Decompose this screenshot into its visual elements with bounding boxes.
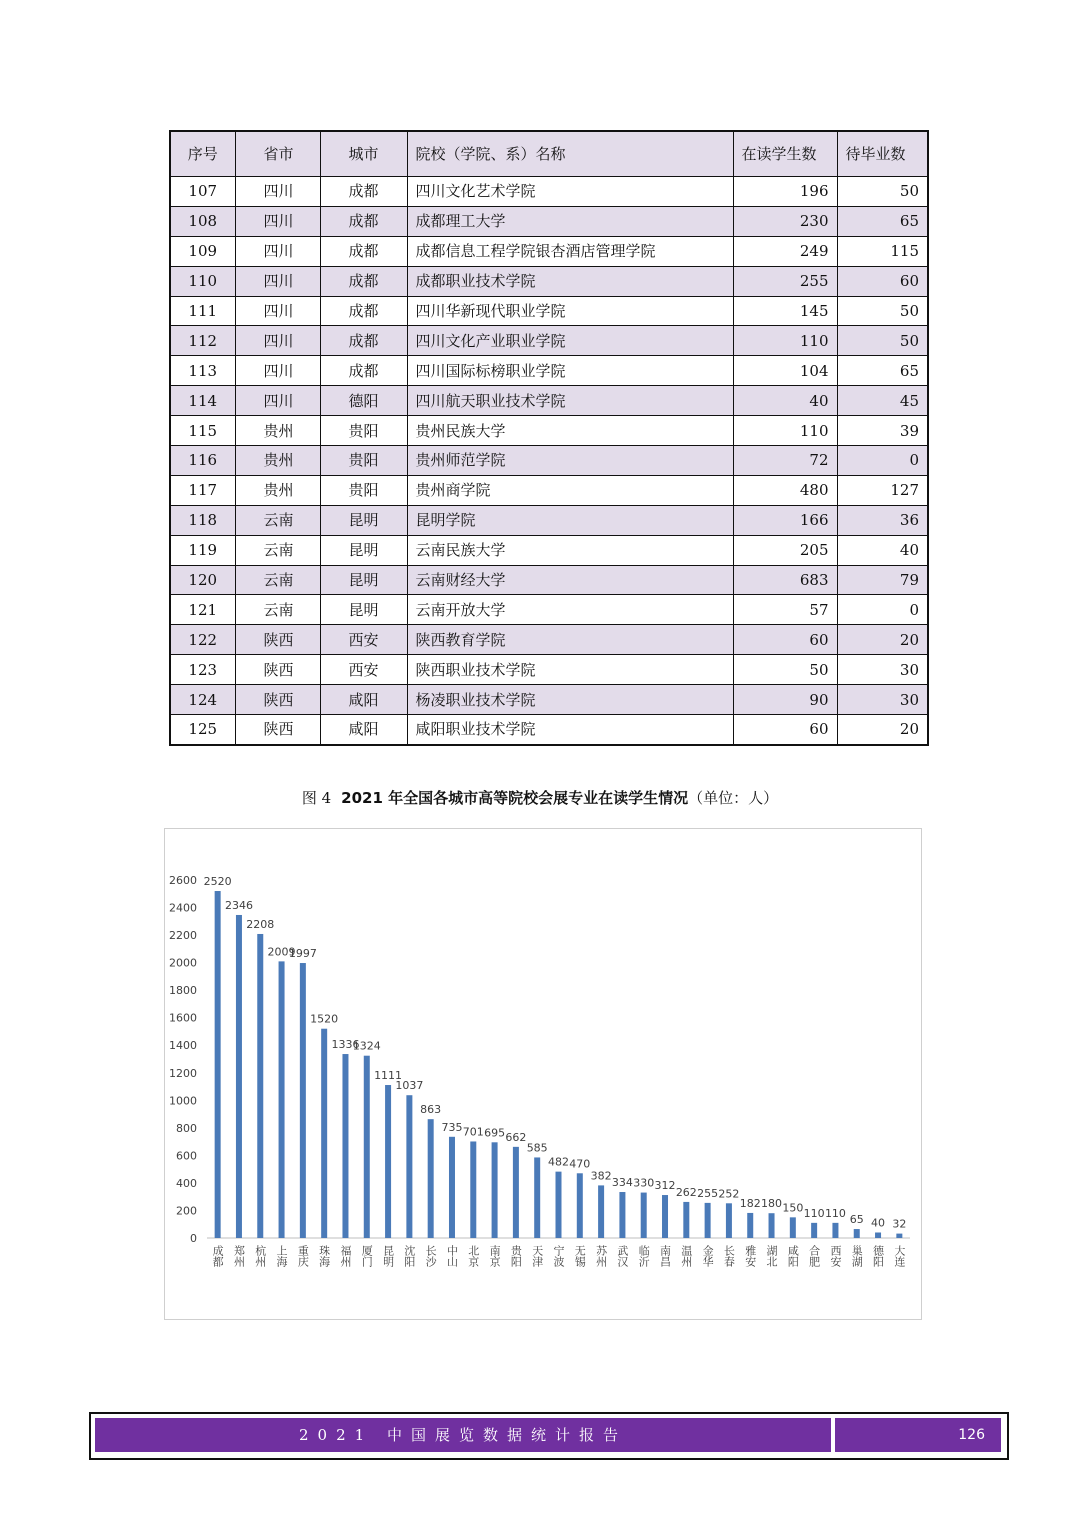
bar	[534, 1157, 540, 1238]
x-tick-label: 南京	[488, 1245, 502, 1267]
x-tick-label: 南昌	[658, 1245, 672, 1267]
x-tick-label: 西安	[828, 1245, 842, 1267]
row-province: 四川	[235, 206, 320, 236]
row-province: 贵州	[235, 475, 320, 505]
x-tick-label: 沈阳	[402, 1245, 416, 1267]
row-students: 40	[733, 386, 837, 416]
row-students: 145	[733, 296, 837, 326]
bar	[662, 1195, 668, 1238]
data-label: 180	[761, 1197, 783, 1211]
bar	[769, 1213, 775, 1238]
row-students: 249	[733, 236, 837, 266]
table-row	[170, 386, 928, 416]
y-tick-label: 2600	[169, 874, 197, 887]
bar	[513, 1147, 519, 1238]
table-row	[170, 715, 928, 745]
header-province: 省市	[235, 131, 320, 177]
row-seq: 121	[170, 595, 235, 625]
bar	[896, 1234, 902, 1238]
row-graduates: 20	[837, 625, 928, 655]
table-row	[170, 356, 928, 386]
table-row	[170, 296, 928, 326]
x-tick-label: 长沙	[424, 1245, 438, 1267]
bar	[492, 1142, 498, 1238]
row-school: 贵州商学院	[407, 475, 733, 505]
x-tick-label: 德阳	[871, 1245, 885, 1267]
x-tick-label: 中山	[445, 1245, 459, 1267]
data-label: 2009	[267, 945, 296, 959]
data-label: 150	[782, 1201, 804, 1215]
row-province: 云南	[235, 505, 320, 535]
table-row	[170, 236, 928, 266]
row-province: 陕西	[235, 655, 320, 685]
data-label: 255	[697, 1186, 719, 1200]
row-students: 110	[733, 416, 837, 446]
row-students: 196	[733, 177, 837, 207]
data-label: 2520	[203, 875, 232, 889]
row-seq: 113	[170, 356, 235, 386]
data-label: 252	[718, 1187, 740, 1201]
data-label: 2346	[224, 898, 253, 912]
data-label: 470	[569, 1157, 591, 1171]
row-students: 683	[733, 565, 837, 595]
row-graduates: 60	[837, 266, 928, 296]
row-seq: 117	[170, 475, 235, 505]
header-graduates: 待毕业数	[837, 131, 928, 177]
row-school: 陕西教育学院	[407, 625, 733, 655]
row-graduates: 30	[837, 685, 928, 715]
row-graduates: 65	[837, 356, 928, 386]
data-label: 1111	[374, 1069, 403, 1083]
y-tick-label: 2200	[169, 929, 197, 943]
row-students: 110	[733, 326, 837, 356]
row-graduates: 40	[837, 535, 928, 565]
row-province: 四川	[235, 236, 320, 266]
table-row	[170, 655, 928, 685]
row-province: 陕西	[235, 685, 320, 715]
y-tick-label: 1800	[169, 984, 197, 998]
x-tick-label: 福州	[338, 1245, 352, 1267]
row-city: 成都	[320, 326, 407, 356]
row-school: 云南民族大学	[407, 535, 733, 565]
data-label: 382	[590, 1169, 612, 1183]
footer-title: 2021 中国展览数据统计报告	[95, 1418, 831, 1452]
row-city: 昆明	[320, 535, 407, 565]
row-seq: 120	[170, 565, 235, 595]
row-graduates: 30	[837, 655, 928, 685]
y-tick-label: 200	[176, 1204, 197, 1218]
row-city: 昆明	[320, 505, 407, 535]
row-seq: 107	[170, 177, 235, 207]
row-school: 杨凌职业技术学院	[407, 685, 733, 715]
bar	[556, 1172, 562, 1238]
table-row	[170, 266, 928, 296]
row-graduates: 45	[837, 386, 928, 416]
row-city: 成都	[320, 236, 407, 266]
row-school: 四川文化艺术学院	[407, 177, 733, 207]
x-tick-label: 无锡	[573, 1245, 587, 1267]
bar	[705, 1203, 711, 1238]
x-tick-label: 贵阳	[509, 1245, 523, 1267]
row-students: 205	[733, 535, 837, 565]
row-province: 云南	[235, 565, 320, 595]
bar-chart	[164, 828, 922, 1320]
row-city: 昆明	[320, 595, 407, 625]
header-students: 在读学生数	[733, 131, 837, 177]
bar	[342, 1054, 348, 1238]
bar	[641, 1193, 647, 1238]
row-seq: 125	[170, 715, 235, 745]
table-row	[170, 416, 928, 446]
row-graduates: 65	[837, 206, 928, 236]
row-city: 成都	[320, 177, 407, 207]
bar	[428, 1119, 434, 1238]
row-students: 60	[733, 625, 837, 655]
row-city: 咸阳	[320, 715, 407, 745]
data-label: 1037	[395, 1079, 424, 1093]
bar	[619, 1192, 625, 1238]
bar	[577, 1173, 583, 1238]
row-province: 四川	[235, 356, 320, 386]
y-tick-label: 600	[176, 1149, 197, 1163]
data-label: 1336	[331, 1038, 360, 1052]
row-school: 陕西职业技术学院	[407, 655, 733, 685]
y-tick-label: 1000	[169, 1094, 197, 1108]
row-seq: 119	[170, 535, 235, 565]
row-seq: 116	[170, 446, 235, 476]
x-tick-label: 昆明	[381, 1245, 395, 1267]
row-seq: 115	[170, 416, 235, 446]
bar	[406, 1095, 412, 1238]
data-label: 65	[849, 1213, 864, 1227]
row-school: 咸阳职业技术学院	[407, 715, 733, 745]
bar	[598, 1185, 604, 1238]
row-city: 成都	[320, 266, 407, 296]
row-students: 50	[733, 655, 837, 685]
row-students: 57	[733, 595, 837, 625]
bar	[236, 915, 242, 1238]
x-tick-label: 郑州	[232, 1245, 246, 1267]
row-province: 贵州	[235, 446, 320, 476]
page-number: 126	[958, 1427, 985, 1443]
x-tick-label: 合肥	[807, 1245, 821, 1267]
row-seq: 118	[170, 505, 235, 535]
x-tick-label: 巢湖	[850, 1245, 864, 1267]
row-city: 贵阳	[320, 475, 407, 505]
data-label: 110	[824, 1206, 846, 1220]
row-province: 四川	[235, 386, 320, 416]
x-tick-label: 厦门	[360, 1245, 374, 1267]
x-tick-label: 上海	[275, 1245, 289, 1267]
bar	[790, 1217, 796, 1238]
row-seq: 110	[170, 266, 235, 296]
table-row	[170, 625, 928, 655]
x-tick-label: 天津	[530, 1245, 544, 1267]
header-school: 院校（学院、系）名称	[407, 131, 733, 177]
row-school: 成都职业技术学院	[407, 266, 733, 296]
bar	[449, 1137, 455, 1238]
row-seq: 108	[170, 206, 235, 236]
row-students: 104	[733, 356, 837, 386]
header-seq: 序号	[170, 131, 235, 177]
y-tick-label: 800	[176, 1121, 197, 1135]
header-city: 城市	[320, 131, 407, 177]
bar	[321, 1029, 327, 1238]
row-graduates: 36	[837, 505, 928, 535]
row-city: 贵阳	[320, 446, 407, 476]
row-students: 480	[733, 475, 837, 505]
row-graduates: 0	[837, 446, 928, 476]
table-row	[170, 505, 928, 535]
row-students: 255	[733, 266, 837, 296]
bar	[875, 1232, 881, 1238]
row-city: 贵阳	[320, 416, 407, 446]
row-graduates: 0	[837, 595, 928, 625]
x-tick-label: 湖北	[765, 1245, 779, 1267]
row-graduates: 115	[837, 236, 928, 266]
row-students: 230	[733, 206, 837, 236]
bar	[854, 1229, 860, 1238]
row-city: 西安	[320, 625, 407, 655]
data-label: 695	[484, 1126, 506, 1140]
x-tick-label: 金华	[701, 1245, 715, 1267]
x-tick-label: 雅安	[743, 1245, 757, 1267]
y-tick-label: 2000	[169, 956, 197, 970]
table-row	[170, 535, 928, 565]
row-school: 成都信息工程学院银杏酒店管理学院	[407, 236, 733, 266]
y-tick-label: 0	[190, 1232, 197, 1245]
table-row	[170, 326, 928, 356]
row-seq: 122	[170, 625, 235, 655]
row-graduates: 50	[837, 326, 928, 356]
footer-page-box	[835, 1418, 1001, 1452]
data-label: 262	[675, 1185, 697, 1199]
row-school: 云南开放大学	[407, 595, 733, 625]
data-label: 312	[654, 1179, 676, 1193]
row-graduates: 127	[837, 475, 928, 505]
table-row	[170, 446, 928, 476]
x-tick-label: 苏州	[594, 1245, 608, 1267]
bar	[832, 1223, 838, 1238]
figure-title: 2021 年全国各城市高等院校会展专业在读学生情况	[341, 789, 689, 807]
row-school: 四川文化产业职业学院	[407, 326, 733, 356]
table-row	[170, 685, 928, 715]
y-tick-label: 1400	[169, 1039, 197, 1053]
x-tick-label: 成都	[211, 1245, 225, 1267]
row-school: 成都理工大学	[407, 206, 733, 236]
row-school: 昆明学院	[407, 505, 733, 535]
row-province: 贵州	[235, 416, 320, 446]
bar	[279, 961, 285, 1238]
school-table-wrap	[169, 130, 927, 746]
row-school: 四川航天职业技术学院	[407, 386, 733, 416]
bar	[811, 1223, 817, 1238]
row-province: 四川	[235, 296, 320, 326]
row-province: 四川	[235, 266, 320, 296]
x-tick-label: 珠海	[317, 1245, 331, 1267]
row-seq: 109	[170, 236, 235, 266]
row-city: 咸阳	[320, 685, 407, 715]
figure-unit: （单位：人）	[688, 789, 779, 807]
bar	[385, 1085, 391, 1238]
school-table	[169, 130, 929, 746]
x-tick-label: 大连	[892, 1245, 906, 1267]
row-graduates: 50	[837, 296, 928, 326]
row-province: 四川	[235, 177, 320, 207]
y-tick-label: 2400	[169, 901, 197, 915]
table-row	[170, 565, 928, 595]
row-seq: 123	[170, 655, 235, 685]
data-label: 40	[871, 1216, 886, 1230]
row-students: 72	[733, 446, 837, 476]
data-label: 585	[526, 1141, 548, 1155]
table-header-row	[170, 131, 928, 177]
table-row	[170, 206, 928, 236]
row-students: 166	[733, 505, 837, 535]
row-province: 四川	[235, 326, 320, 356]
data-label: 1997	[288, 947, 317, 961]
data-label: 330	[633, 1176, 655, 1190]
data-label: 32	[892, 1217, 907, 1231]
row-city: 西安	[320, 655, 407, 685]
data-label: 110	[803, 1206, 825, 1220]
row-school: 四川国际标榜职业学院	[407, 356, 733, 386]
bar	[683, 1202, 689, 1238]
row-province: 云南	[235, 595, 320, 625]
y-tick-label: 400	[176, 1176, 197, 1190]
data-label: 735	[441, 1120, 463, 1134]
x-tick-label: 临沂	[637, 1245, 651, 1267]
y-tick-label: 1600	[169, 1011, 197, 1025]
row-city: 成都	[320, 356, 407, 386]
bar-chart-svg	[165, 829, 921, 1319]
x-tick-label: 宁波	[552, 1245, 565, 1267]
row-city: 成都	[320, 296, 407, 326]
row-province: 云南	[235, 535, 320, 565]
row-city: 德阳	[320, 386, 407, 416]
bar	[257, 934, 263, 1238]
data-label: 1520	[310, 1012, 339, 1026]
data-label: 334	[611, 1176, 633, 1190]
data-label: 482	[548, 1155, 569, 1169]
row-students: 60	[733, 715, 837, 745]
x-tick-label: 咸阳	[786, 1245, 800, 1267]
table-row	[170, 177, 928, 207]
row-seq: 114	[170, 386, 235, 416]
bar	[747, 1213, 753, 1238]
x-tick-label: 温州	[679, 1245, 693, 1267]
row-graduates: 20	[837, 715, 928, 745]
data-label: 701	[462, 1125, 484, 1139]
data-label: 1324	[352, 1039, 381, 1053]
figure-caption	[0, 787, 1080, 808]
row-students: 90	[733, 685, 837, 715]
data-label: 182	[739, 1196, 761, 1210]
x-tick-label: 杭州	[253, 1245, 267, 1267]
row-province: 陕西	[235, 715, 320, 745]
x-tick-label: 长春	[722, 1245, 736, 1267]
y-tick-label: 1200	[169, 1066, 197, 1080]
table-row	[170, 595, 928, 625]
row-seq: 124	[170, 685, 235, 715]
row-school: 贵州民族大学	[407, 416, 733, 446]
row-school: 云南财经大学	[407, 565, 733, 595]
row-graduates: 50	[837, 177, 928, 207]
row-seq: 112	[170, 326, 235, 356]
figure-number: 图 4	[301, 789, 332, 807]
row-seq: 111	[170, 296, 235, 326]
bar	[470, 1141, 476, 1238]
row-city: 成都	[320, 206, 407, 236]
x-tick-label: 重庆	[296, 1245, 310, 1267]
data-label: 662	[505, 1130, 527, 1144]
table-row	[170, 475, 928, 505]
row-graduates: 79	[837, 565, 928, 595]
data-label: 2208	[246, 917, 275, 931]
row-city: 昆明	[320, 565, 407, 595]
bar	[215, 891, 221, 1238]
x-tick-label: 武汉	[615, 1245, 629, 1267]
x-tick-label: 北京	[466, 1245, 480, 1267]
row-school: 贵州师范学院	[407, 446, 733, 476]
page-footer	[89, 1412, 1009, 1460]
bar	[300, 963, 306, 1238]
bar	[364, 1056, 370, 1238]
row-graduates: 39	[837, 416, 928, 446]
row-province: 陕西	[235, 625, 320, 655]
row-school: 四川华新现代职业学院	[407, 296, 733, 326]
bar	[726, 1203, 732, 1238]
data-label: 863	[420, 1103, 442, 1117]
